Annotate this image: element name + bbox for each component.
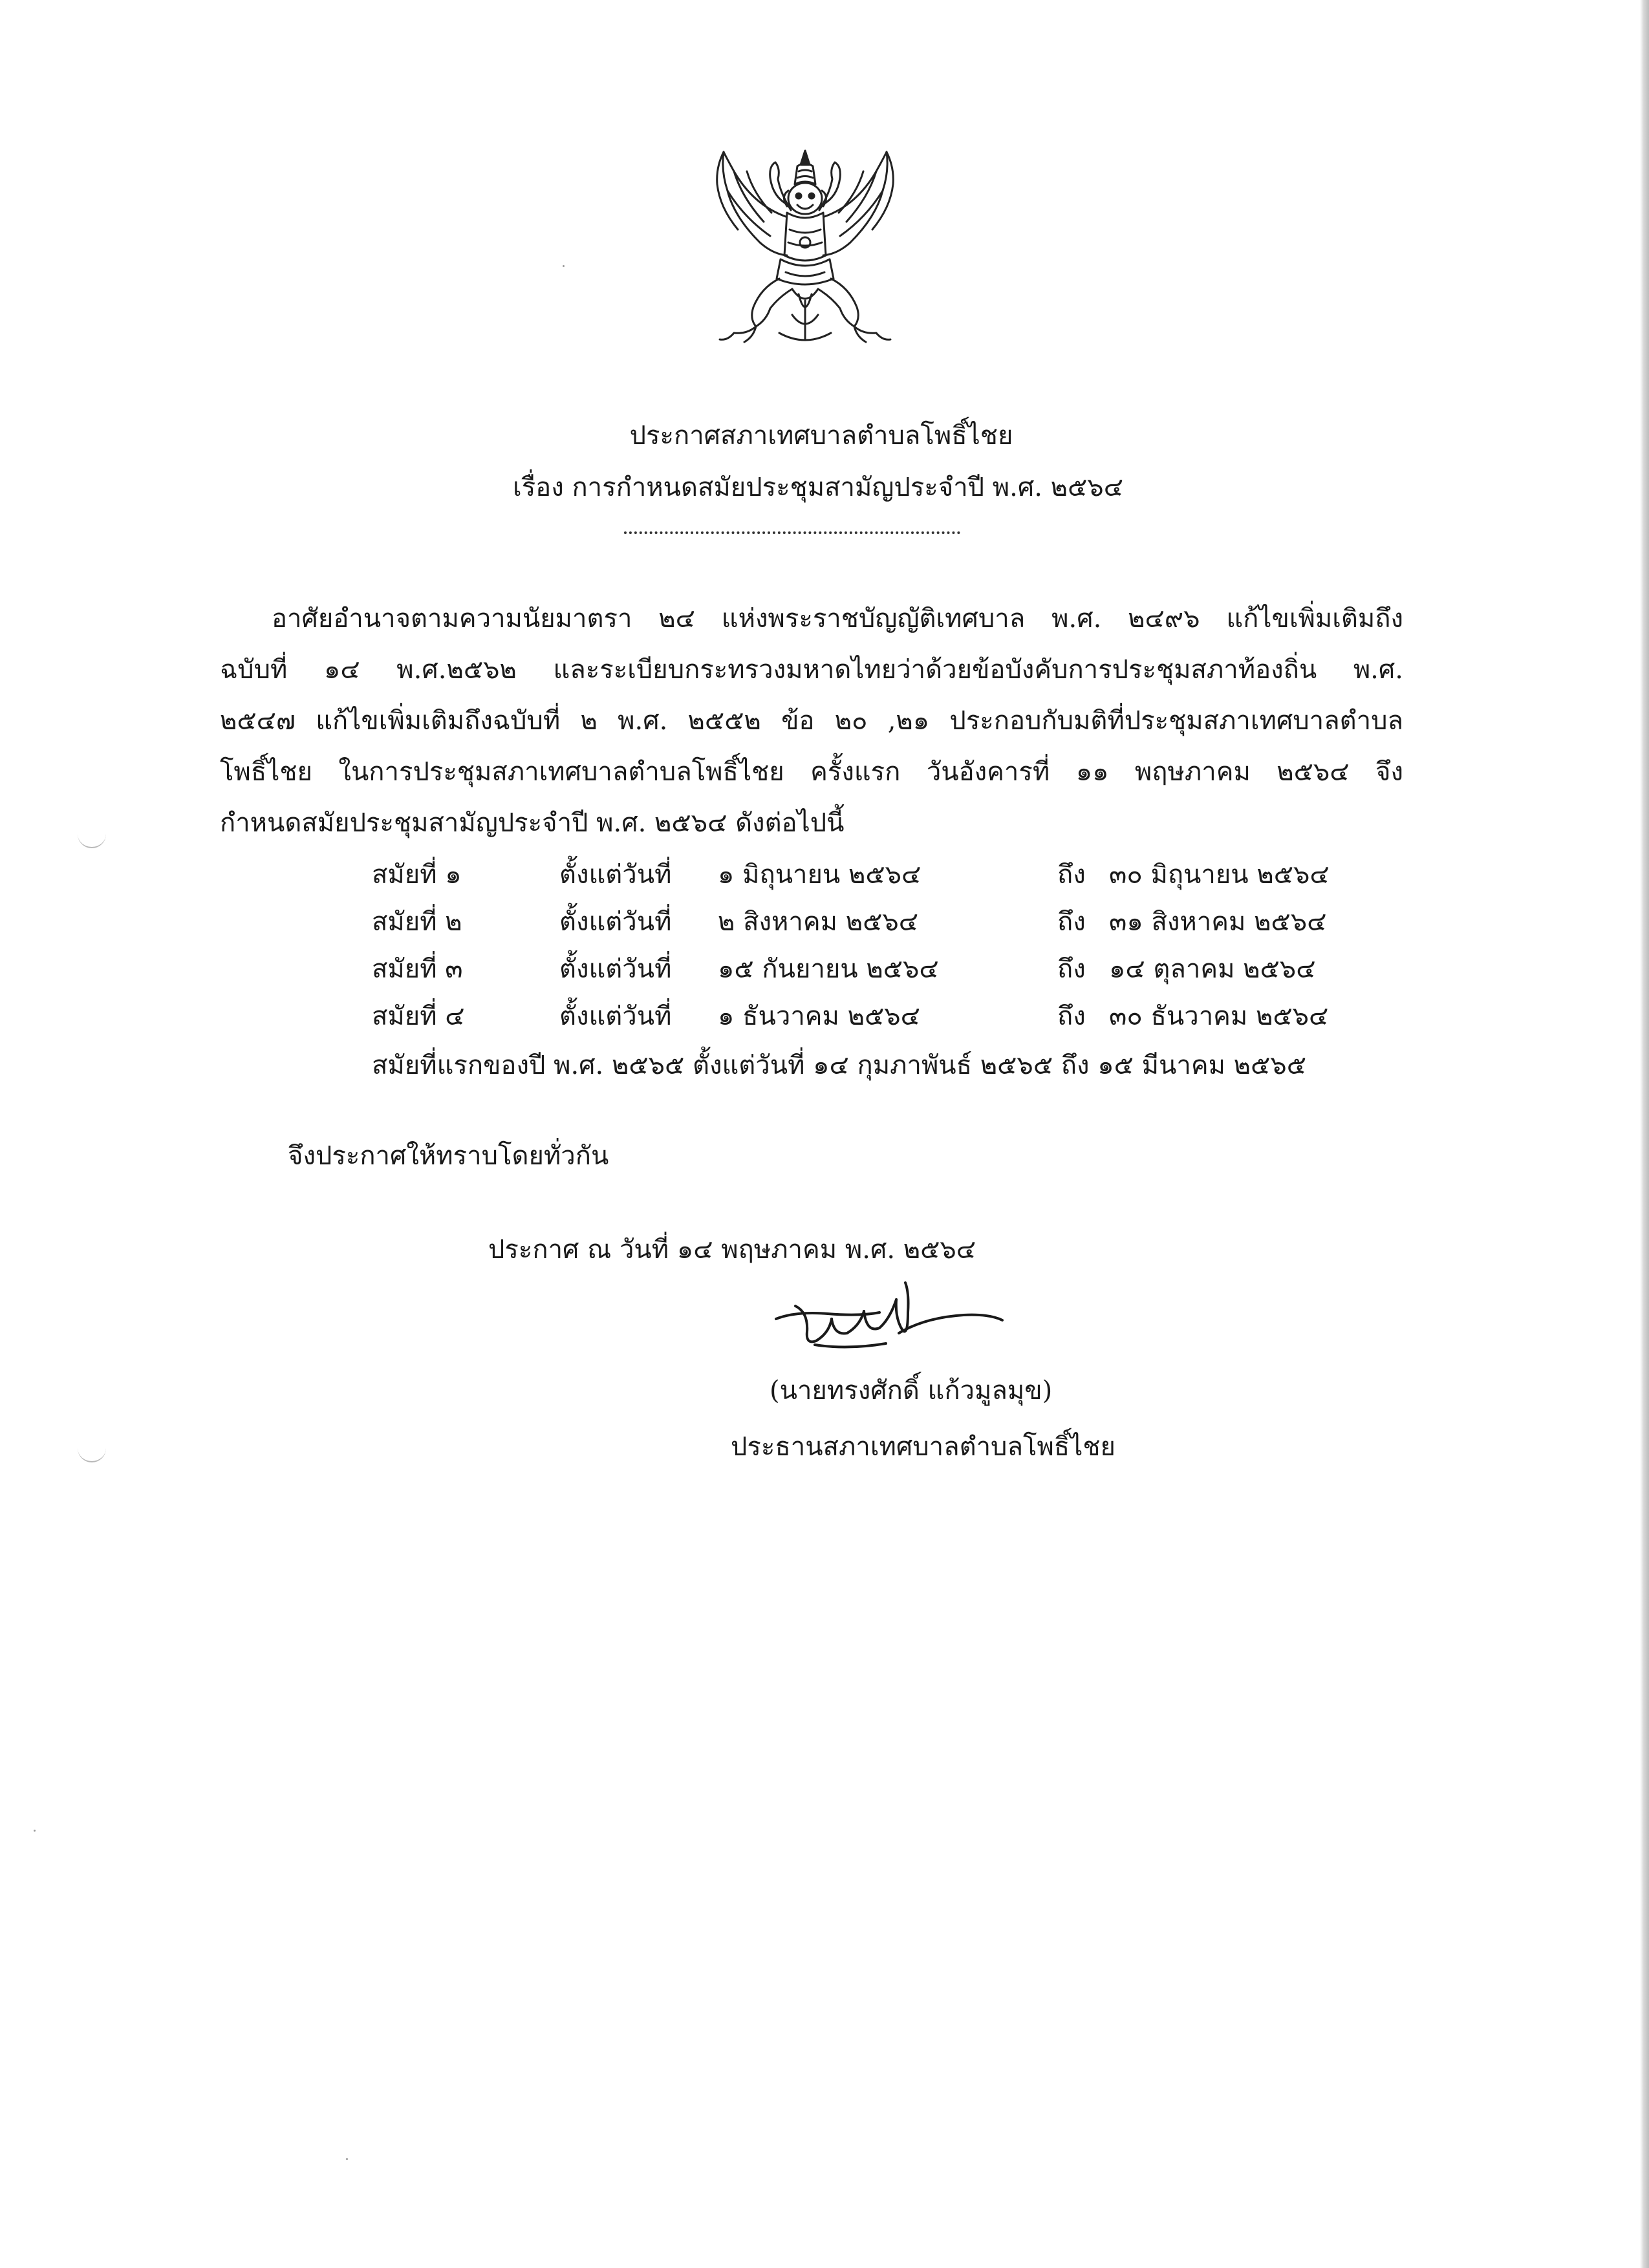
session-term: สมัยที่ ๓: [372, 954, 463, 984]
closing-statement: จึงประกาศให้ทราบโดยทั่วกัน: [288, 1141, 609, 1171]
punch-hole-mark: [78, 834, 106, 848]
session-from-label: ตั้งแต่วันที่: [559, 954, 672, 984]
session-from-label: ตั้งแต่วันที่: [559, 907, 672, 937]
body-paragraph: [220, 594, 1403, 849]
session-start-date: ๑๕ กันยายน ๒๕๖๔: [718, 954, 939, 984]
signer-name: (นายทรงศักดิ์ แก้วมูลมุข): [770, 1376, 1053, 1406]
scan-speck: [563, 265, 565, 267]
garuda-emblem-icon: [708, 145, 902, 352]
session-term: สมัยที่ ๔: [372, 1001, 465, 1031]
session-to-label: ถึง: [1057, 907, 1086, 937]
body-line: โพธิ์ไชย ในการประชุมสภาเทศบาลตำบลโพธิ์ไชย ครั้งแรก วันอังคารที่ ๑๑ พฤษภาคม ๒๕๖๔ จึง: [220, 757, 1403, 787]
signer-position: ประธานสภาเทศบาลตำบลโพธิ์ไชย: [731, 1432, 1116, 1462]
announcement-subject: เรื่อง การกำหนดสมัยประชุมสามัญประจำปี พ.ศ. ๒๕๖๔: [513, 473, 1123, 502]
session-start-date: ๑ มิถุนายน ๒๕๖๔: [718, 860, 921, 890]
session-from-label: ตั้งแต่วันที่: [559, 1001, 672, 1031]
scan-speck: [34, 1830, 36, 1832]
session-to-label: ถึง: [1057, 954, 1086, 984]
session-end-date: ๓๑ สิงหาคม ๒๕๖๔: [1109, 907, 1327, 937]
scan-edge-shadow: [1640, 0, 1649, 2268]
session-term: สมัยที่ ๑: [372, 860, 462, 890]
session-start-date: ๑ ธันวาคม ๒๕๖๔: [718, 1001, 920, 1031]
scan-speck: [346, 2158, 348, 2160]
announcement-title: ประกาศสภาเทศบาลตำบลโพธิ์ไชย: [629, 421, 1013, 451]
session-to-label: ถึง: [1057, 1001, 1086, 1031]
session-end-date: ๑๔ ตุลาคม ๒๕๖๔: [1109, 954, 1316, 984]
body-line: ฉบับที่ ๑๔ พ.ศ.๒๕๖๒ และระเบียบกระทรวงมหาดไทยว่าด้วยข้อบังคับการประชุมสภาท้องถิ่น พ.ศ.: [220, 655, 1403, 685]
session-end-date: ๓๐ มิถุนายน ๒๕๖๔: [1109, 860, 1330, 890]
punch-hole-mark: [78, 1448, 106, 1462]
dotted-divider: [624, 531, 960, 534]
handwritten-signature-icon: [770, 1274, 1015, 1371]
session-start-date: ๒ สิงหาคม ๒๕๖๔: [718, 907, 918, 937]
session-from-label: ตั้งแต่วันที่: [559, 860, 672, 890]
session-end-date: ๓๐ ธันวาคม ๒๕๖๔: [1109, 1001, 1329, 1031]
session-to-label: ถึง: [1057, 860, 1086, 890]
session-term: สมัยที่ ๒: [372, 907, 462, 937]
body-line: กำหนดสมัยประชุมสามัญประจำปี พ.ศ. ๒๕๖๔ ดังต่อไปนี้: [220, 808, 845, 838]
announcement-date: ประกาศ ณ วันที่ ๑๔ พฤษภาคม พ.ศ. ๒๕๖๔: [488, 1235, 976, 1265]
body-line: ๒๕๔๗ แก้ไขเพิ่มเติมถึงฉบับที่ ๒ พ.ศ. ๒๕๕๒ ข้อ ๒๐ ,๒๑ ประกอบกับมติที่ประชุมสภาเทศบาลตำบล: [220, 706, 1403, 736]
body-line: อาศัยอำนาจตามความนัยมาตรา ๒๔ แห่งพระราชบัญญัติเทศบาล พ.ศ. ๒๔๙๖ แก้ไขเพิ่มเติมถึง: [272, 604, 1403, 634]
next-year-first-session: สมัยที่แรกของปี พ.ศ. ๒๕๖๕ ตั้งแต่วันที่ ๑๔ กุมภาพันธ์ ๒๕๖๕ ถึง ๑๕ มีนาคม ๒๕๖๕: [372, 1051, 1306, 1080]
